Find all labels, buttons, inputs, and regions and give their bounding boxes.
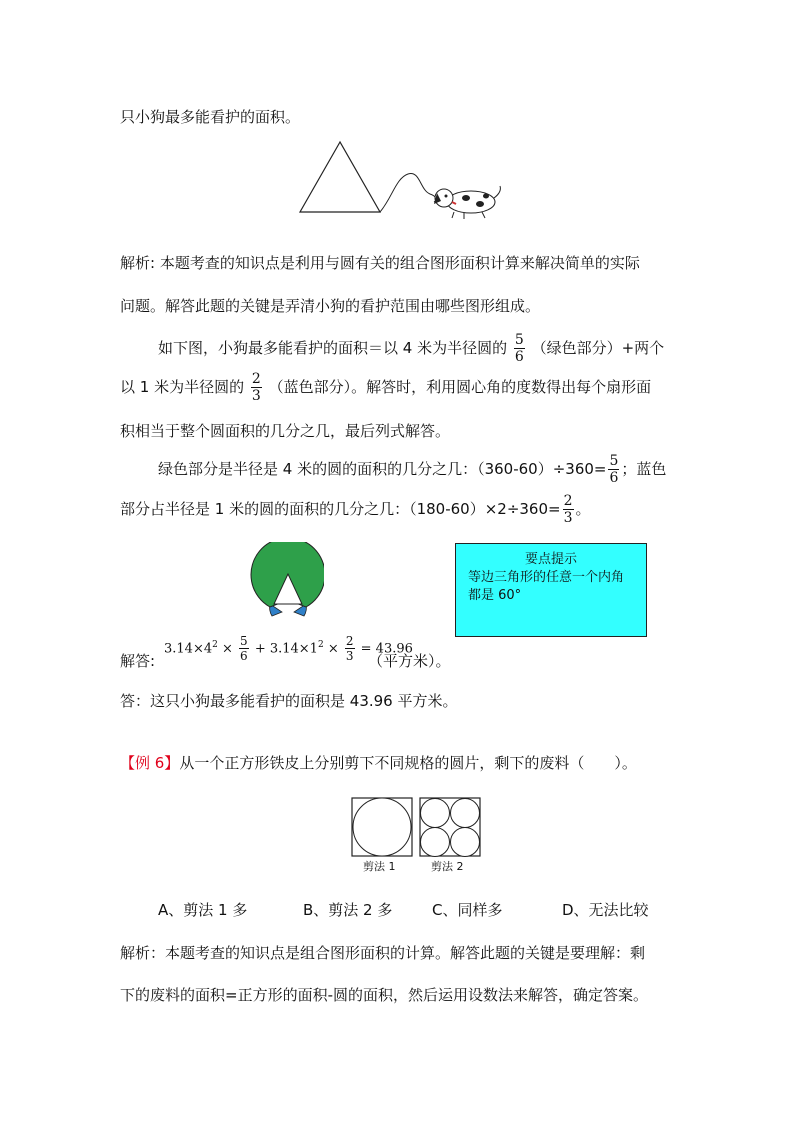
analysis2-line2: 下的废料的面积=正方形的面积-圆的面积，然后运用设数法来解答，确定答案。 (120, 986, 648, 1004)
formula-times2: × (327, 641, 339, 657)
example6-question-line (120, 752, 637, 773)
fraction-numerator: 5 (240, 634, 248, 649)
formula-exponent2: 2 (317, 640, 324, 650)
analysis1-line1: 解析: 本题考查的知识点是利用与圆有关的组合图形面积计算来解决简单的实际 (120, 254, 640, 272)
fraction-two-thirds (563, 493, 574, 526)
formula-exponent1: 2 (212, 640, 218, 650)
fraction-numerator: 5 (514, 332, 524, 348)
option-c[interactable]: C、同样多 (432, 901, 503, 919)
fraction-denominator: 6 (609, 470, 619, 486)
example-question: 从一个正方形铁皮上分别剪下不同规格的圆片，剩下的废料（ ）。 (179, 754, 637, 772)
fraction-numerator: 2 (563, 493, 573, 509)
small-circle (421, 828, 450, 857)
para2-line2 (120, 370, 651, 404)
fraction-five-sixths (514, 332, 525, 365)
answer-line: 答：这只小狗最多能看护的面积是 43.96 平方米。 (120, 692, 458, 710)
intro-line: 只小狗最多能看护的面积。 (120, 108, 301, 126)
para3-text-b1: 部分占半径是 1 米的圆的面积的几分之几：（180-60）×2÷360= (120, 500, 561, 518)
figure-label-method2: 剪法 2 (431, 860, 464, 873)
fraction-denominator: 6 (240, 649, 248, 664)
para3-line1 (158, 452, 666, 486)
para3-line2 (120, 492, 591, 526)
example-tag: 【例 6】 (120, 754, 180, 772)
analysis1-line2: 问题。解答此题的关键是弄清小狗的看护范围由哪些图形组成。 (120, 297, 541, 315)
fraction-denominator: 3 (563, 510, 573, 526)
para2-text-a2: （绿色部分）+两个 (531, 339, 665, 357)
small-circle (421, 799, 450, 828)
fraction-five-sixths (608, 453, 619, 486)
guard-area-figure (244, 542, 324, 622)
fraction-denominator: 3 (251, 388, 261, 404)
para3-text-a2: ；蓝色 (621, 460, 667, 478)
para3-text-a1: 绿色部分是半径是 4 米的圆的面积的几分之几：（360-60）÷360= (158, 460, 607, 478)
para2-text-b2: （蓝色部分）。解答时，利用圆心角的度数得出每个扇形面 (268, 378, 652, 396)
para2-text-b1: 以 1 米为半径圆的 (120, 378, 245, 396)
formula-term2: + 3.14×1 (254, 641, 318, 657)
formula-result: = 43.96 (360, 641, 413, 657)
fraction-five-sixths (239, 634, 249, 663)
dog-icon (434, 186, 500, 219)
fraction-numerator: 2 (345, 634, 354, 649)
para2-line1 (158, 331, 664, 365)
tip-title: 要点提示 (524, 552, 577, 567)
fraction-two-thirds (251, 371, 262, 404)
leash-line (380, 173, 436, 212)
tip-line2: 都是 60° (468, 588, 522, 603)
option-b[interactable]: B、剪法 2 多 (303, 901, 393, 919)
solution-unit: （平方米）。 (368, 652, 451, 670)
small-circle (451, 799, 480, 828)
tip-box (455, 543, 647, 637)
para2-text-a1: 如下图，小狗最多能看护的面积＝以 4 米为半径圆的 (158, 339, 508, 357)
formula-times1: × (221, 641, 233, 657)
analysis2-line1: 解析：本题考查的知识点是组合图形面积的计算。解答此题的关键是要理解：剩 (120, 944, 646, 962)
fraction-denominator: 3 (345, 649, 354, 664)
fraction-two-thirds (345, 634, 355, 663)
formula-term1: 3.14×4 (164, 641, 213, 657)
triangle-shape (300, 142, 380, 212)
para3-text-b2: 。 (575, 500, 591, 518)
option-a[interactable]: A、剪法 1 多 (158, 901, 248, 919)
large-circle (353, 798, 411, 856)
fraction-denominator: 6 (514, 349, 524, 365)
option-d[interactable]: D、无法比较 (562, 901, 649, 919)
small-circle (451, 828, 480, 857)
fraction-numerator: 2 (251, 371, 261, 387)
fraction-numerator: 5 (609, 453, 619, 469)
tip-line1: 等边三角形的任意一个内角 (468, 570, 625, 585)
solution-label: 解答: (120, 652, 156, 670)
para2-line3: 积相当于整个圆面积的几分之几，最后列式解答。 (120, 422, 451, 440)
triangle-dog-figure (296, 138, 506, 220)
figure-label-method1: 剪法 1 (363, 860, 396, 873)
